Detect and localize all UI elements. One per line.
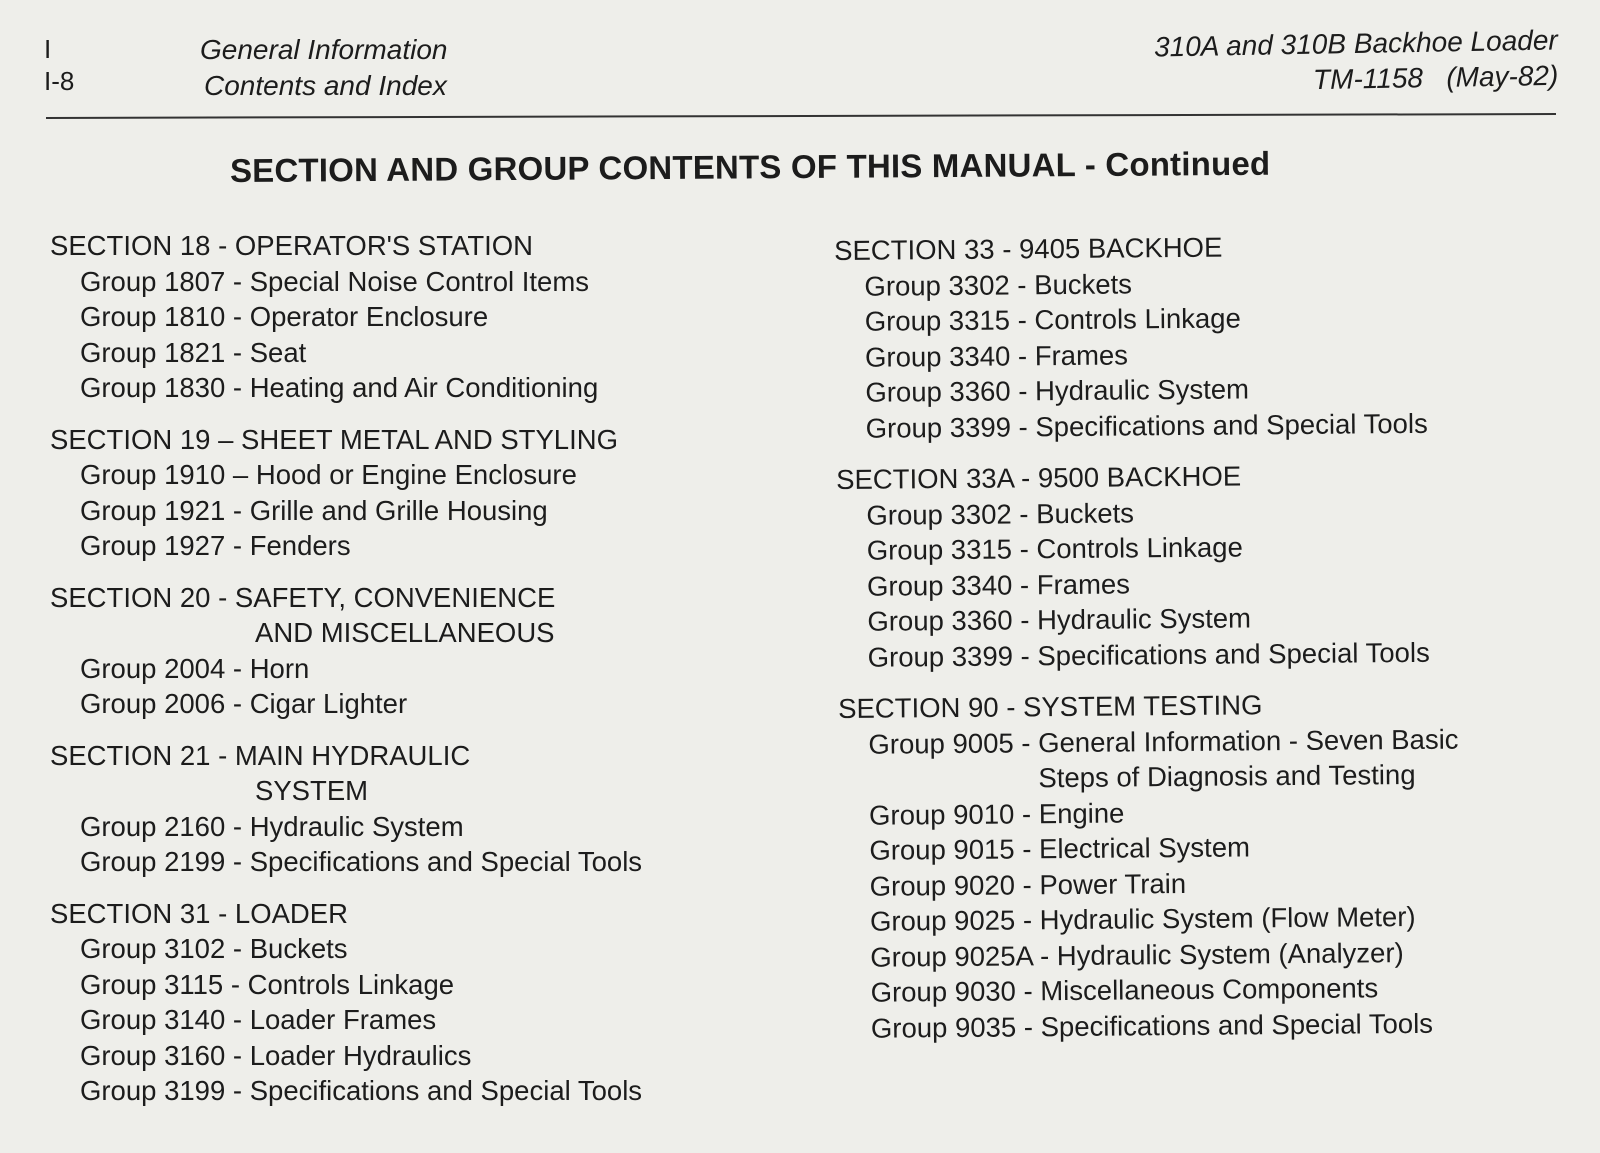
header-subchapter: Contents and Index <box>204 70 447 101</box>
group-number: Group 3360 - <box>865 375 1036 408</box>
group-title <box>1037 634 1430 673</box>
group-entry <box>837 599 1457 640</box>
section-heading: SECTION 33 - 9405 BACKHOE <box>834 231 1223 266</box>
group-title <box>250 264 589 300</box>
group-entry <box>841 1005 1461 1046</box>
group-number: Group 9010 - <box>868 797 1039 831</box>
group-title <box>250 686 407 722</box>
section-heading: SECTION 33A - 9500 BACKHOE <box>836 460 1242 495</box>
group-entry <box>50 931 642 967</box>
group-number: Group 3340 - <box>866 568 1037 602</box>
group-title <box>1040 970 1378 1008</box>
group-number: Group 9015 - <box>869 833 1040 866</box>
group-title-line: Frames <box>1034 338 1129 371</box>
group-number: Group 3199 - <box>80 1075 250 1106</box>
group-number: Group 3399 - <box>867 639 1038 673</box>
group-title-line: Hydraulic System <box>249 810 464 842</box>
group-number: Group 3360 - <box>867 604 1038 637</box>
group-entry <box>834 263 1454 304</box>
group-entry <box>838 721 1459 797</box>
group-title-line: Controls Linkage <box>247 968 455 1000</box>
group-entry <box>50 651 642 687</box>
group-title <box>250 809 464 845</box>
section-block <box>50 422 642 564</box>
section-heading: SECTION 18 - OPERATOR'S STATION <box>50 230 534 261</box>
section-block <box>50 896 642 1109</box>
group-title <box>250 335 307 371</box>
section-heading: SECTION 20 - SAFETY, CONVENIENCE <box>50 581 556 613</box>
group-title-line: Special Noise Control Items <box>249 265 589 297</box>
group-title-line: Hydraulic System (Flow Meter) <box>1039 900 1416 936</box>
group-number: Group 3102 - <box>80 933 250 964</box>
group-title-line: Buckets <box>1036 496 1135 529</box>
group-title <box>1038 721 1459 796</box>
group-title <box>1040 1005 1433 1044</box>
page-number: I-8 <box>44 66 75 96</box>
group-entry <box>50 809 642 845</box>
group-title <box>250 493 548 529</box>
group-number: Group 3302 - <box>866 497 1037 531</box>
group-title <box>1039 865 1186 902</box>
group-number: Group 9025A - <box>870 939 1057 973</box>
group-number: Group 9035 - <box>870 1010 1041 1044</box>
group-entry <box>50 844 642 880</box>
contents-column-left <box>50 228 642 1125</box>
section-block <box>836 457 1458 675</box>
group-entry <box>50 1038 642 1074</box>
group-title <box>1035 371 1249 408</box>
group-number: Group 1927 - <box>80 530 250 561</box>
group-title-line: Horn <box>249 652 310 684</box>
section-mark: I <box>44 34 52 64</box>
group-title-line: Loader Frames <box>249 1004 437 1035</box>
group-entry <box>840 970 1460 1011</box>
group-number: Group 3160 - <box>80 1039 250 1071</box>
section-block <box>838 686 1461 1046</box>
group-title-line: Seat <box>249 336 307 368</box>
page-title: SECTION AND GROUP CONTENTS OF THIS MANUAL - Continued <box>229 144 1271 189</box>
group-title-line: Frames <box>1036 567 1131 600</box>
group-number: Group 1830 - <box>80 372 250 403</box>
group-title-line: Heating and Air Conditioning <box>249 372 599 403</box>
section-block <box>50 228 642 406</box>
section-heading: AND MISCELLANEOUS <box>255 617 555 648</box>
group-title <box>250 844 642 880</box>
group-title-line: Hydraulic System <box>1034 373 1250 407</box>
group-number: Group 2199 - <box>80 846 250 877</box>
group-entry <box>50 335 642 371</box>
section-block <box>834 228 1456 446</box>
group-title-line: Grille and Grille Housing <box>249 494 548 526</box>
group-number: Group 3399 - <box>865 410 1036 444</box>
group-number: Group 2004 - <box>80 652 250 684</box>
group-number: Group 9025 - <box>869 904 1040 937</box>
group-title-line: Miscellaneous Components <box>1040 972 1379 1007</box>
group-title <box>1034 266 1132 302</box>
section-heading: SECTION 31 - LOADER <box>50 897 348 929</box>
header-manual-id: TM-1158 (May-82) <box>1312 59 1559 96</box>
group-number: Group 2160 - <box>80 810 250 842</box>
group-title <box>1036 495 1134 531</box>
group-title <box>250 1073 642 1109</box>
group-title-line: Specifications and Special Tools <box>1040 1007 1434 1042</box>
group-title-line: Cigar Lighter <box>249 688 408 719</box>
section-heading: SYSTEM <box>255 775 369 806</box>
group-title <box>250 299 488 335</box>
group-number: Group 3302 - <box>864 268 1035 302</box>
group-title <box>1035 337 1129 373</box>
group-entry <box>50 967 642 1003</box>
group-title-line: Buckets <box>1034 267 1133 300</box>
group-title-line: Controls Linkage <box>1034 302 1241 336</box>
header-manual-title: 310A and 310B Backhoe Loader <box>1154 24 1559 63</box>
group-title-line: Specifications and Special Tools <box>249 1075 643 1106</box>
group-title <box>250 931 348 967</box>
group-number: Group 1910 – <box>80 459 256 490</box>
group-number: Group 3315 - <box>866 533 1037 566</box>
group-title-line: Fenders <box>249 530 351 561</box>
group-title-line: Controls Linkage <box>1036 531 1243 565</box>
group-entry <box>840 934 1460 975</box>
header-chapter: General Information <box>200 34 448 65</box>
group-entry <box>50 264 642 300</box>
group-title-line: Buckets <box>249 933 348 964</box>
group-entry <box>839 792 1459 833</box>
group-number: Group 9030 - <box>870 975 1041 1008</box>
group-entry <box>50 1073 642 1109</box>
contents-column-right <box>834 228 1461 1062</box>
group-entry <box>50 493 642 529</box>
group-title-line: General Information - Seven Basic <box>1038 723 1459 758</box>
group-entry <box>836 492 1456 533</box>
group-title-line: Hydraulic System (Analyzer) <box>1056 936 1404 971</box>
group-number: Group 3315 - <box>864 304 1035 337</box>
group-number: Group 1821 - <box>80 336 250 368</box>
group-title <box>250 528 351 564</box>
group-title <box>256 457 577 493</box>
group-title <box>250 1038 472 1074</box>
group-entry <box>835 370 1455 411</box>
group-title-line: Engine <box>1038 796 1125 829</box>
group-number: Group 3140 - <box>80 1004 250 1035</box>
group-number: Group 9020 - <box>869 868 1040 902</box>
group-title-line: Specifications and Special Tools <box>249 846 643 877</box>
group-title <box>1039 829 1250 866</box>
section-block <box>50 738 642 880</box>
group-title <box>250 1002 436 1038</box>
group-entry <box>50 528 642 564</box>
group-title-line: Power Train <box>1039 867 1187 900</box>
group-title-line: Specifications and Special Tools <box>1037 636 1430 671</box>
group-entry <box>837 528 1457 569</box>
group-title <box>1039 795 1125 831</box>
group-entry <box>50 299 642 335</box>
group-entry <box>50 1002 642 1038</box>
group-entry <box>839 828 1459 869</box>
group-title-line: Operator Enclosure <box>249 301 489 332</box>
group-number: Group 9005 - <box>868 726 1039 760</box>
group-entry <box>837 563 1457 604</box>
group-entry <box>50 457 642 493</box>
group-title <box>1037 600 1251 637</box>
header-divider <box>46 113 1556 119</box>
group-entry <box>840 863 1460 904</box>
group-number: Group 2006 - <box>80 688 250 719</box>
group-number: Group 3115 - <box>80 968 248 1000</box>
group-entry <box>50 370 642 406</box>
section-heading: SECTION 90 - SYSTEM TESTING <box>838 689 1263 724</box>
group-title <box>1035 405 1428 444</box>
group-number: Group 1921 - <box>80 494 250 526</box>
group-title <box>1057 935 1404 974</box>
group-title-line: Steps of Diagnosis and Testing <box>1038 758 1416 794</box>
group-title-line: Loader Hydraulics <box>249 1039 472 1071</box>
group-entry <box>836 405 1456 446</box>
group-number: Group 1810 - <box>80 301 250 332</box>
group-title-line: Hydraulic System <box>1036 602 1252 636</box>
group-title <box>1037 566 1131 602</box>
section-heading: SECTION 19 – SHEET METAL AND STYLING <box>50 423 618 455</box>
group-entry <box>840 899 1460 940</box>
group-entry <box>835 334 1455 375</box>
group-title <box>1036 529 1243 566</box>
group-title <box>1034 300 1241 337</box>
group-entry <box>50 686 642 722</box>
group-number: Group 3340 - <box>864 339 1035 373</box>
group-title <box>248 967 454 1003</box>
group-entry <box>835 299 1455 340</box>
group-title-line: Electrical System <box>1038 831 1251 865</box>
group-title-line: Hood or Engine Enclosure <box>255 459 577 490</box>
group-title <box>1040 899 1416 938</box>
group-title-line: Specifications and Special Tools <box>1035 407 1428 442</box>
group-title <box>250 370 599 406</box>
section-heading: SECTION 21 - MAIN HYDRAULIC <box>50 739 471 771</box>
group-title <box>250 651 310 687</box>
group-entry <box>838 634 1458 675</box>
group-number: Group 1807 - <box>80 265 250 297</box>
section-block <box>50 580 642 722</box>
